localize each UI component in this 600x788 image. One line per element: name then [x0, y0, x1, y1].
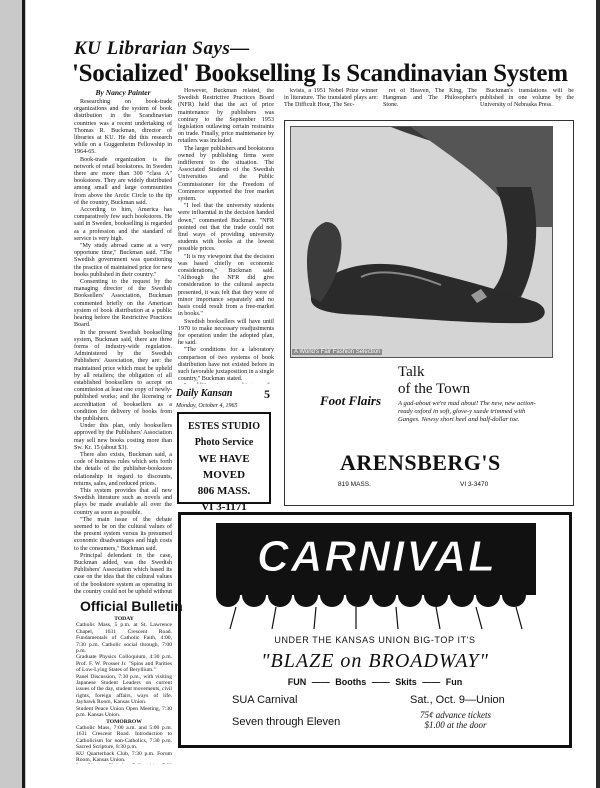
page-number: 5: [264, 387, 270, 401]
article-column-2: [178, 88, 274, 384]
estes-moved: WE HAVE MOVED: [198, 453, 250, 481]
carnival-title: CARNIVAL: [256, 532, 498, 581]
estes-address: 806 MASS.: [197, 485, 251, 497]
article-paragraph: This system provides that all new Swedish literature such as novels and plays be made available all over the country as soon as possible.: [74, 487, 172, 516]
col2-body: [178, 88, 274, 384]
byline: By Nancy Painter: [95, 88, 151, 97]
carnival-show-title: "BLAZE on BROADWAY": [261, 650, 489, 672]
article-paragraph: "My study abroad came at a very opportune time," Buckman said. "The Swedish government was questioning the practice of maintained price for new books published in their country.": [74, 243, 172, 278]
article-column-1: [74, 88, 172, 596]
col5-text: Buckman's translations will be published in one volume by the University of Nebraska Press.: [480, 88, 574, 109]
estes-phone: VI 3-1171: [201, 501, 247, 513]
article-paragraph: "The main issue of the debate seemed to be on the cultural values of the present system versus its presumed economic disadvantages and high costs to the consumers," Buckman said.: [74, 516, 172, 552]
article-paragraph: However, Buckman related, the Swedish Restrictive Practices Board (NFR) held that the act of price maintenance by publishers was contrary to the September 1953 legislation outlawing certain restraints on trade. Finally, price maintenance by retailers was included.: [178, 88, 274, 145]
bulletin-item: Catholic Mass, 5 p.m. at St. Lawrence Chapel, 1631 Crescent Road. Fundamentals of Catholic Faith, 4:00, 7:30 p.m. Catholic social through, 7:00 p.m.: [76, 622, 172, 655]
col4-text: ret of Heaven, The King, The Hangman and The Philosopher's Stone.: [383, 88, 477, 109]
estes-name: ESTES STUDIO: [188, 421, 260, 432]
store-name: ARENSBERG'S: [340, 450, 501, 475]
carnival-sua: SUA Carnival: [232, 694, 298, 706]
advance-price: 75¢ advance tickets: [420, 710, 491, 720]
col1-body: [74, 99, 172, 596]
article-paragraph: Swedish booksellers will have until 1970 to make necessary readjustments for operation under the adopted plan, he said.: [178, 318, 274, 347]
article-paragraph: According to him, America has comparatively few such bookstores. He said in Sweden, bookselling is regarded as a profession and the standard of service is very high.: [74, 207, 172, 242]
bulletin-item: [76, 763, 172, 764]
shoe-illustration: [291, 127, 553, 358]
bulletin-item: Student Peace Union Open Meeting, 7:30 p.m. Kansas Union.: [76, 705, 172, 719]
bulletin-title: Official Bulletin: [80, 598, 183, 614]
bulletin-item: Catholic Mass, 7:00 a.m. and 5:00 p.m. 1631 Crescent Road. Introduction to Catholicism for non-Catholics, 7:30 p.m. Sacred Scripture, 8:30 p.m.: [76, 724, 172, 751]
issue-date: Monday, October 4, 1965: [176, 403, 238, 409]
article-headline: 'Socialized' Bookselling Is Scandinavian System: [72, 60, 568, 87]
store-phone: VI 3-3470: [460, 481, 489, 488]
store-address: 819 MASS.: [338, 481, 371, 488]
article-paragraph: "It is my viewpoint that the decision was based chiefly on economic considerations," Buckman said. "Although the NFR did give consideration to the cultural aspects presented, it was felt that they were of minor importance separately and no basis could result from a free-market in books.": [178, 253, 274, 318]
carnival-hours: Seven through Eleven: [232, 716, 341, 728]
carnival-tickets: [420, 710, 491, 730]
article-column-4: [383, 88, 477, 118]
talk-of-town: [398, 364, 470, 398]
bulletin-section-heading: TOMORROW: [106, 718, 142, 725]
article-paragraph: [178, 383, 274, 384]
estes-service: Photo Service: [194, 437, 254, 448]
carnival-date: Sat., Oct. 9—Union: [410, 694, 505, 706]
col3-text: kvists, a 1951 Nobel Prize winner in literature. The translated plays are: The Difficult Hour, The Sec-: [284, 88, 378, 109]
article-paragraph: Under this plan, only booksellers approved by the Publishers' Association may sell new books costing more than Sw. Kr. 15 (about $3).: [74, 423, 172, 451]
carnival-fun-line: FUN —— Booths —— Skits —— Fun: [287, 677, 463, 687]
official-bulletin: [76, 616, 172, 764]
shoe-ad-copy: A gad-about we're mad about! The new, new action-ready oxford in soft, glove-y suede trimmed with Ganges. Newsy short heel and half-dollar toe.: [398, 400, 536, 423]
article-paragraph: Principal defendant in the case, Buckman added, was the Swedish Publishers' Association which based its case on the idea that the cultural values of the bookstore system as operating in the country could not be upheld without: [74, 552, 172, 595]
article-paragraph: There also exists, Buckman said, a code of business rules which sets forth the details of the publisher-bookstore relationship in regard to discounts, returns, sales, and reduced prices.: [74, 451, 172, 487]
page-edge: [596, 0, 600, 788]
article-paragraph: "I feel that the university students were influential in the decision handed down," commented Buckman. "NFR pointed out that the trade could not find ways of providing university students with books at the lowest possible prices.: [178, 203, 274, 253]
bulletin-item: KU Quarterback Club, 7:30 p.m. Forum Room, Kansas Union.: [76, 750, 172, 763]
talk-line-1: Talk: [398, 364, 425, 380]
bulletin-item: Graduate Physics Colloquium, 4:30 p.m. Prof. F. W. Prosser Jr. "Spins and Parities of Low-Lying States of Beryllium.": [76, 654, 172, 674]
tent-stripes: [230, 607, 522, 629]
door-price: $1.00 at the door: [424, 720, 487, 730]
masthead-name: Daily Kansan: [176, 388, 233, 399]
article-paragraph: The larger publishers and bookstores owned by publishing firms were indifferent to the situation. The Associated Students of the Swedish Universities and the Public Commissioner for the Freedom of Commerce supported the free market system.: [178, 145, 274, 203]
binding-edge: [22, 0, 25, 788]
article-paragraph: In the present Swedish bookselling system, Buckman said, there are three forms of industry-wide regulation. Administered by the Swedish Publishers' Association, they are: the maintained price which must be upheld by all retailers; the obligation of all established booksellers to accept on commission at least one copy of newly-published works; and the licensing or accreditation of booksellers as a condition for delivery of books from the publishers.: [74, 329, 172, 422]
bulletin-section-heading: TODAY: [114, 616, 134, 622]
article-kicker: KU Librarian Says—: [74, 38, 250, 59]
bulletin-item: Panel Discussion, 7:30 p.m., with visiting Japanese Student Leaders on current issues of the day, student movements, civil rights, foreign affairs, ways of life. Jayhawk Room, Kansas Union.: [76, 673, 172, 706]
article-paragraph: Consenting to the request by the managing director of the Swedish Booksellers' Association, Buckman commented briefly on the American system of book distribution at a public hearing before the Restrictive Practices Board.: [74, 279, 172, 329]
article-paragraph: Book-trade organization is the network of retail bookstores. In Sweden there are more than 300 "class A" bookstores. They are widely distributed among small and large communities from above the Arctic Circle to the tip of the country, Buckman said.: [74, 156, 172, 206]
photo-caption: A World's Fair Fashion Selection: [294, 349, 381, 355]
shoe-photo: [290, 126, 553, 358]
foot-flairs-logo: Foot Flairs: [320, 393, 382, 408]
article-paragraph: "The conditions for a laboratory comparison of two systems of book distribution have not existed before in such favorable juxtaposition in a single country," Buckman stated.: [178, 347, 274, 383]
masthead: [176, 388, 270, 409]
article-column-5: [480, 88, 574, 118]
estes-studio-ad: [177, 412, 271, 513]
article-paragraph: Researching on book-trade organizations and the system of book distribution in the Scandinavian countries was a recent undertaking of Thomas R. Buckman, director of libraries at KU. He did this research while on a Guggenheim Fellowship in 1964-65.: [74, 99, 172, 156]
carnival-subhead: UNDER THE KANSAS UNION BIG-TOP IT'S: [274, 635, 476, 645]
talk-line-2: of the Town: [398, 381, 470, 397]
article-column-3: [284, 88, 378, 118]
